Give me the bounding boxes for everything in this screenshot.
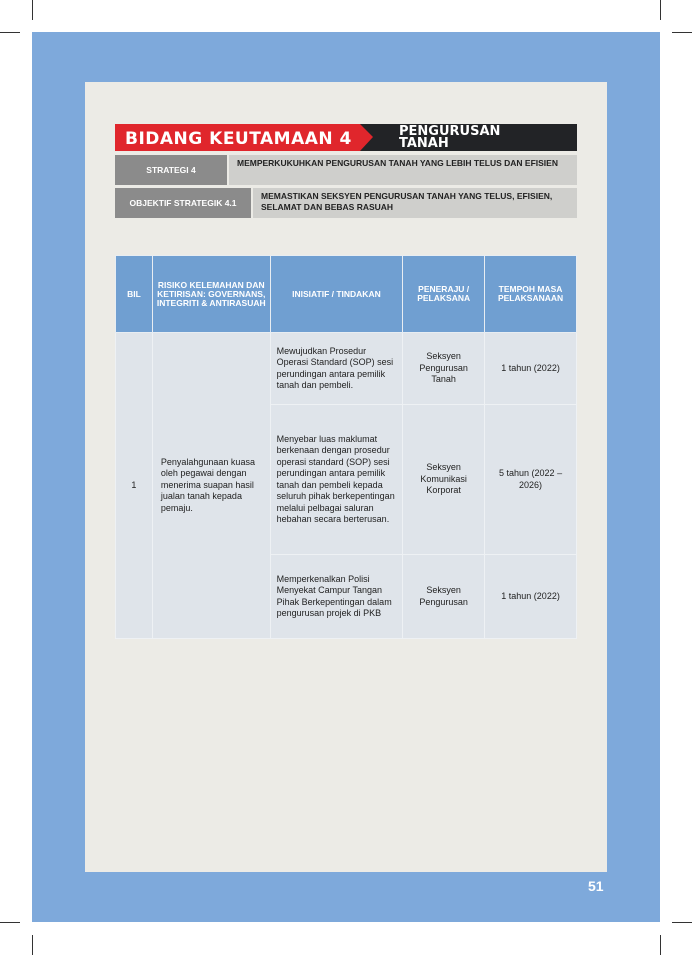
initiative-cell: Mewujudkan Prosedur Operasi Standard (SOP) sesi perundingan antara pemilik tanah dan pembeli. <box>270 333 403 405</box>
col-header: INISIATIF / TINDAKAN <box>270 256 403 333</box>
col-header: TEMPOH MASA PELAKSANAAN <box>485 256 577 333</box>
crop-mark <box>660 0 661 20</box>
crop-mark <box>660 935 661 955</box>
crop-mark <box>0 922 20 923</box>
bil-cell: 1 <box>116 333 153 639</box>
crop-mark <box>32 935 33 955</box>
objective-text: MEMASTIKAN SEKSYEN PENGURUSAN TANAH YANG TELUS, EFISIEN, SELAMAT DAN BEBAS RASUAH <box>253 188 577 218</box>
col-header: BIL <box>116 256 153 333</box>
col-header: PENERAJU / PELAKSANA <box>403 256 485 333</box>
initiative-cell: Menyebar luas maklumat berkenaan dengan prosedur operasi standard (SOP) sesi perundingan antara pemilik tanah dan pembeli kepada seluruh pihak berkepentingan melalui pelbagai saluran hebahan secara berterusan. <box>270 405 403 555</box>
table-header-row <box>116 256 577 333</box>
crop-mark <box>0 32 20 33</box>
section-title: BIDANG KEUTAMAAN 4 <box>125 129 352 149</box>
period-cell: 5 tahun (2022 – 2026) <box>485 405 577 555</box>
lead-cell: Seksyen Pengurusan <box>403 555 485 639</box>
section-topic <box>399 126 500 150</box>
period-cell: 1 tahun (2022) <box>485 555 577 639</box>
col-header: RISIKO KELEMAHAN DAN KETIRISAN: GOVERNANS, INTEGRITI & ANTIRASUAH <box>152 256 270 333</box>
lead-cell: Seksyen Pengurusan Tanah <box>403 333 485 405</box>
crop-mark <box>32 0 33 20</box>
crop-mark <box>672 32 692 33</box>
table-row <box>116 333 577 405</box>
crop-mark <box>672 922 692 923</box>
period-cell: 1 tahun (2022) <box>485 333 577 405</box>
strategy-row <box>115 155 577 185</box>
risk-cell: Penyalahgunaan kuasa oleh pegawai dengan menerima suapan hasil jualan tanah kepada pemaju. <box>152 333 270 639</box>
objective-label: OBJEKTIF STRATEGIK 4.1 <box>115 188 251 218</box>
objective-row <box>115 188 577 218</box>
section-header <box>115 124 577 151</box>
strategy-label: STRATEGI 4 <box>115 155 227 185</box>
initiative-cell: Memperkenalkan Polisi Menyekat Campur Tangan Pihak Berkepentingan dalam pengurusan projek di PKB <box>270 555 403 639</box>
lead-cell: Seksyen Komunikasi Korporat <box>403 405 485 555</box>
page-number: 51 <box>588 878 604 894</box>
strategy-text: MEMPERKUKUHKAN PENGURUSAN TANAH YANG LEBIH TELUS DAN EFISIEN <box>229 155 577 185</box>
topic-line: TANAH <box>399 136 449 151</box>
topic-line: PENGURUSAN <box>399 124 501 139</box>
risk-table <box>115 255 577 639</box>
